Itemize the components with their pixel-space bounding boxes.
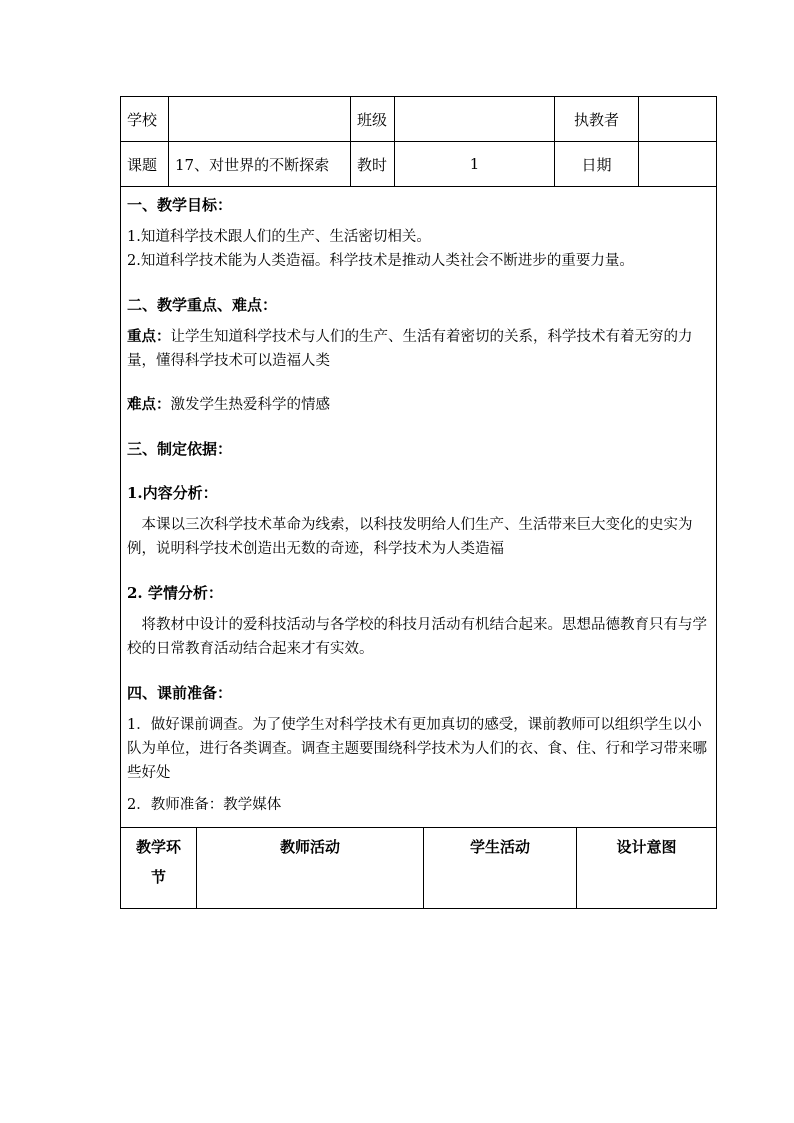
class-label: 班级 xyxy=(351,97,395,142)
prep-1: 1．做好课前调查。为了使学生对科学技术有更加真切的感受，课前教师可以组织学生以小队为单位，进行各类调查。调查主题要围绕科学技术为人们的衣、食、住、行和学习带来哪些好处 xyxy=(127,717,707,781)
hours-value[interactable]: 1 xyxy=(395,142,555,187)
process-header-row xyxy=(121,828,717,909)
key-label: 重点： xyxy=(127,328,171,345)
body-row xyxy=(121,187,717,828)
header-table xyxy=(120,96,717,828)
prep-2: 2．教师准备：教学媒体 xyxy=(127,797,282,813)
class-value[interactable] xyxy=(395,97,555,142)
key-point xyxy=(127,325,710,373)
key-text: 让学生知道科学技术与人们的生产、生活有着密切的关系，科学技术有着无穷的力量，懂得科学技术可以造福人类 xyxy=(127,329,693,369)
process-col-stage: 教学环节 xyxy=(121,828,197,909)
topic-value[interactable]: 17、对世界的不断探索 xyxy=(169,142,351,187)
goal-2: 2.知道科学技术能为人类造福。科学技术是推动人类社会不断进步的重要力量。 xyxy=(127,253,634,269)
goal-1: 1.知道科学技术跟人们的生产、生活密切相关。 xyxy=(127,229,431,245)
topic-label: 课题 xyxy=(121,142,169,187)
teacher-label: 执教者 xyxy=(555,97,639,142)
lesson-body xyxy=(121,187,717,828)
date-value[interactable] xyxy=(639,142,717,187)
school-label: 学校 xyxy=(121,97,169,142)
process-col-intent: 设计意图 xyxy=(577,828,717,909)
process-col-teacher: 教师活动 xyxy=(197,828,424,909)
prep-title: 四、课前准备： xyxy=(127,684,233,702)
teacher-value[interactable] xyxy=(639,97,717,142)
basis-title: 三、制定依据： xyxy=(127,440,233,458)
students-text: 将教材中设计的爱科技活动与各学校的科技月活动有机结合起来。思想品德教育只有与学校的日常教育活动结合起来才有实效。 xyxy=(127,617,707,657)
process-table xyxy=(120,827,717,909)
students-title: 2. 学情分析： xyxy=(127,584,223,602)
lesson-plan xyxy=(120,96,716,909)
date-label: 日期 xyxy=(555,142,639,187)
content-title: 1.内容分析： xyxy=(127,484,218,502)
process-col-student: 学生活动 xyxy=(424,828,577,909)
key-title: 二、教学重点、难点： xyxy=(127,296,278,314)
header-row-2 xyxy=(121,142,717,187)
goals-title: 一、教学目标： xyxy=(127,196,233,214)
difficulty-point xyxy=(127,393,710,417)
header-row-1 xyxy=(121,97,717,142)
difficulty-text: 激发学生热爱科学的情感 xyxy=(170,397,330,413)
content-text: 本课以三次科学技术革命为线索，以科技发明给人们生产、生活带来巨大变化的史实为例，说明科学技术创造出无数的奇迹，科学技术为人类造福 xyxy=(127,517,693,557)
hours-label: 教时 xyxy=(351,142,395,187)
difficulty-label: 难点： xyxy=(127,396,171,413)
school-value[interactable] xyxy=(169,97,351,142)
